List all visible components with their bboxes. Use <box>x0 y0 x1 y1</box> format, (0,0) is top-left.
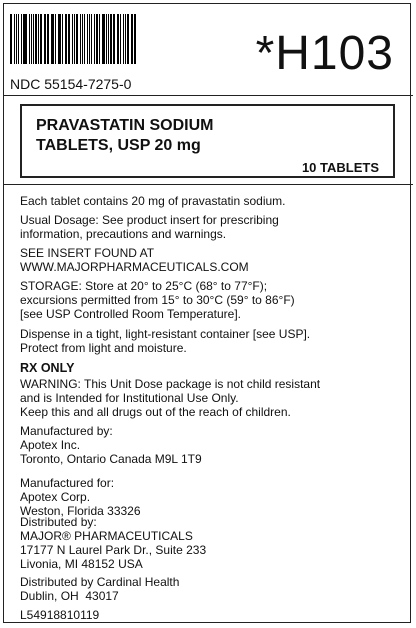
tablet-count: 10 TABLETS <box>301 160 379 175</box>
distributed-by-2: Distributed by Cardinal Health Dublin, OH 43017 <box>20 575 180 603</box>
barcode-bar <box>40 14 42 64</box>
barcode-bar <box>91 14 92 64</box>
barcode-bar <box>10 14 12 64</box>
warning-text: WARNING: This Unit Dose package is not child resistant and is Intended for Institutional Use Only. Keep this and all drugs out of the reach of children. <box>20 377 321 419</box>
barcode-bar <box>76 14 78 64</box>
barcode-bar <box>120 14 121 64</box>
product-name-line1: PRAVASTATIN SODIUM <box>36 117 214 134</box>
barcode-bar <box>62 14 63 64</box>
barcode-bar <box>131 14 132 64</box>
barcode-bar <box>38 14 39 64</box>
barcode-bar <box>87 14 88 64</box>
barcode-bar <box>113 14 115 64</box>
barcode-bar <box>72 14 73 64</box>
barcode-bar <box>127 14 128 64</box>
barcode-bar <box>24 14 26 64</box>
barcode-bar <box>89 14 90 64</box>
barcode-bar <box>125 14 126 64</box>
product-name <box>36 116 213 156</box>
barcode-bar <box>23 14 24 64</box>
barcode-bar <box>118 14 119 64</box>
barcode-bar <box>16 14 17 64</box>
barcode-bar <box>14 14 15 64</box>
barcode-bar <box>52 14 53 64</box>
barcode-bar <box>117 14 118 64</box>
divider <box>3 184 413 185</box>
barcode-bar <box>47 14 48 64</box>
barcode-bar <box>108 14 109 64</box>
barcode-bar <box>106 14 107 64</box>
barcode-bar <box>35 14 36 64</box>
barcode-bar <box>21 14 22 64</box>
dosage-text: Usual Dosage: See product insert for prescribing information, precautions and warnings. <box>20 213 279 241</box>
barcode-bar <box>82 14 83 64</box>
barcode-bar <box>33 14 34 64</box>
barcode-bar <box>123 14 124 64</box>
distributed-by: Distributed by: MAJOR® PHARMACEUTICALS 17177 N Laurel Park Dr., Suite 233 Livonia, MI 48152 USA <box>20 515 207 571</box>
barcode-bar <box>59 14 61 64</box>
insert-text: SEE INSERT FOUND AT WWW.MAJORPHARMACEUTICALS.COM <box>20 246 249 274</box>
barcode-bar <box>96 14 98 64</box>
barcode-bar <box>94 14 95 64</box>
ndc-number: NDC 55154-7275-0 <box>10 76 132 92</box>
storage-text: STORAGE: Store at 20° to 25°C (68° to 77°F); excursions permitted from 15° to 30°C (59° to 86°F) [see USP Controlled Room Temperature]. <box>20 279 295 321</box>
barcode <box>10 14 138 64</box>
barcode-bar <box>29 14 30 64</box>
barcode-bar <box>84 14 85 64</box>
barcode-bar <box>134 14 136 64</box>
barcode-bar <box>99 14 100 64</box>
barcode-bar <box>51 14 52 64</box>
manufactured-for: Manufactured for: Apotex Corp. Weston, Florida 33326 <box>20 476 141 518</box>
barcode-bar <box>80 14 81 64</box>
barcode-bar <box>55 14 56 64</box>
manufactured-by: Manufactured by: Apotex Inc. Toronto, Ontario Canada M9L 1T9 <box>20 424 202 466</box>
product-code: *H103 <box>255 27 394 80</box>
divider <box>3 95 413 96</box>
barcode-bar <box>68 14 69 64</box>
product-name-box <box>20 104 395 178</box>
product-name-line2: TABLETS, USP 20 mg <box>36 137 201 154</box>
barcode-bar <box>69 14 70 64</box>
barcode-bar <box>103 14 104 64</box>
rx-only: RX ONLY <box>20 361 75 375</box>
barcode-bar <box>65 14 66 64</box>
barcode-bar <box>18 14 19 64</box>
lot-number: L54918810119 <box>20 608 100 622</box>
barcode-bar <box>31 14 32 64</box>
contains-text: Each tablet contains 20 mg of pravastatin sodium. <box>20 194 286 208</box>
dispense-text: Dispense in a tight, light-resistant container [see USP]. Protect from light and moisture. <box>20 327 311 355</box>
barcode-bar <box>44 14 45 64</box>
barcode-bar <box>74 14 75 64</box>
barcode-bar <box>132 14 133 64</box>
barcode-bar <box>102 14 103 64</box>
barcode-bar <box>110 14 111 64</box>
barcode-bar <box>58 14 59 64</box>
barcode-bar <box>45 14 46 64</box>
